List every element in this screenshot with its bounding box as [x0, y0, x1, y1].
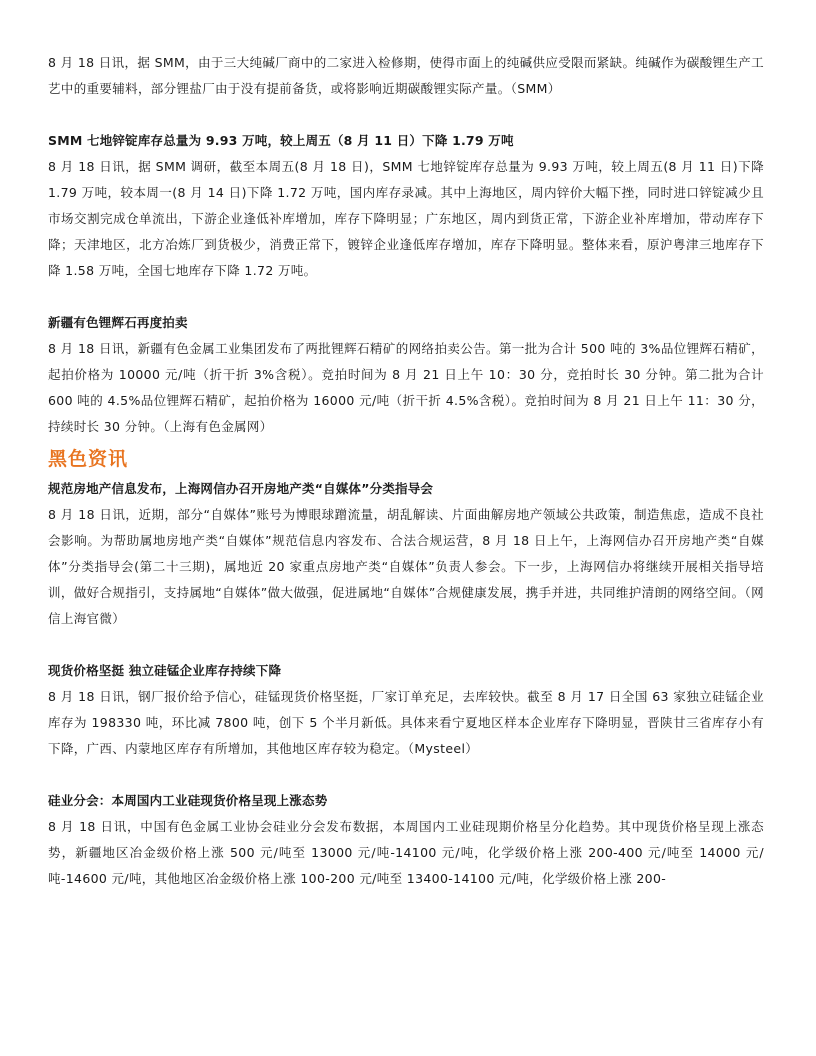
article-body-industrial-silicon: 8 月 18 日讯，中国有色金属工业协会硅业分会发布数据，本周国内工业硅现期价格呈分化趋势。其中现货价格呈现上涨态势，新疆地区冶金级价格上涨 500 元/吨至 13000 元/吨-14100 元/吨，化学级价格上涨 200-400 元/吨至 14000 元/吨-14600 元/吨，其他地区冶金级价格上涨 100-200 元/吨至 13400-14100 元/吨，化学级价格上涨 200- [48, 819, 764, 886]
intro-paragraph: 8 月 18 日讯，据 SMM，由于三大纯碱厂商中的二家进入检修期，使得市面上的纯碱供应受限而紧缺。纯碱作为碳酸锂生产工艺中的重要辅料，部分锂盐厂由于没有提前备货，或将影响近期碳酸锂实际产量。（SMM） [48, 55, 764, 96]
article-title-spodumene-auction: 新疆有色锂辉石再度拍卖 [48, 315, 188, 330]
article-body-real-estate-media: 8 月 18 日讯，近期，部分“自媒体”账号为博眼球蹭流量，胡乱解读、片面曲解房地产领域公共政策，制造焦虑，造成不良社会影响。为帮助属地房地产类“自媒体”规范信息内容发布、合法合规运营，8 月 18 日上午，上海网信办召开房地产类“自媒体”分类指导会(第二十三期)，属地近 20 家重点房地产类“自媒体”负责人参会。下一步，上海网信办将继续开展相关指导培训，做好合规指引，支持属地“自媒体”做大做强，促进属地“自媒体”合规健康发展，携手并进，共同维护清朗的网络空间。（网信上海官微） [48, 507, 764, 626]
article-body-spodumene-auction: 8 月 18 日讯，新疆有色金属工业集团发布了两批锂辉石精矿的网络拍卖公告。第一批为合计 500 吨的 3%品位锂辉石精矿，起拍价格为 10000 元/吨（折干折 3%含税）。竞拍时间为 8 月 21 日上午 10：30 分，竞拍时长 30 分钟。第二批为合计 600 吨的 4.5%品位锂辉石精矿，起拍价格为 16000 元/吨（折干折 4.5%含税）。竞拍时间为 8 月 21 日上午 11：30 分，持续时长 30 分钟。（上海有色金属网） [48, 341, 764, 434]
document-content [48, 50, 764, 892]
article-title-silicomanganese: 现货价格坚挺 独立硅锰企业库存持续下降 [48, 663, 282, 678]
spacer [48, 284, 764, 310]
article-body-zinc-inventory: 8 月 18 日讯，据 SMM 调研，截至本周五(8 月 18 日)，SMM 七地锌锭库存总量为 9.93 万吨，较上周五(8 月 11 日)下降 1.79 万吨，较本周一(8 月 14 日)下降 1.72 万吨，国内库存录减。其中上海地区，周内锌价大幅下挫，同时进口锌锭减少且市场交割完成仓单流出，下游企业逢低补库增加，库存下降明显；广东地区，周内到货正常，下游企业补库增加，带动库存下降；天津地区，北方冶炼厂到货极少，消费正常下，镀锌企业逢低库存增加，库存下降明显。整体来看，原沪粤津三地库存下降 1.58 万吨，全国七地库存下降 1.72 万吨。 [48, 159, 764, 278]
article-title-zinc-inventory: SMM 七地锌锭库存总量为 9.93 万吨，较上周五（8 月 11 日）下降 1.79 万吨 [48, 133, 514, 148]
section-heading-black-news: 黑色资讯 [48, 448, 129, 470]
spacer [48, 632, 764, 658]
spacer [48, 102, 764, 128]
article-body-silicomanganese: 8 月 18 日讯，钢厂报价给予信心，硅锰现货价格坚挺，厂家订单充足，去库较快。截至 8 月 17 日全国 63 家独立硅锰企业库存为 198330 吨，环比减 7800 吨，创下 5 个半月新低。具体来看宁夏地区样本企业库存下降明显，晋陕甘三省库存小有下降，广西、内蒙地区库存有所增加，其他地区库存较为稳定。（Mysteel） [48, 689, 764, 756]
article-title-industrial-silicon: 硅业分会：本周国内工业硅现货价格呈现上涨态势 [48, 793, 328, 808]
article-title-real-estate-media: 规范房地产信息发布，上海网信办召开房地产类“自媒体”分类指导会 [48, 481, 434, 496]
spacer [48, 762, 764, 788]
